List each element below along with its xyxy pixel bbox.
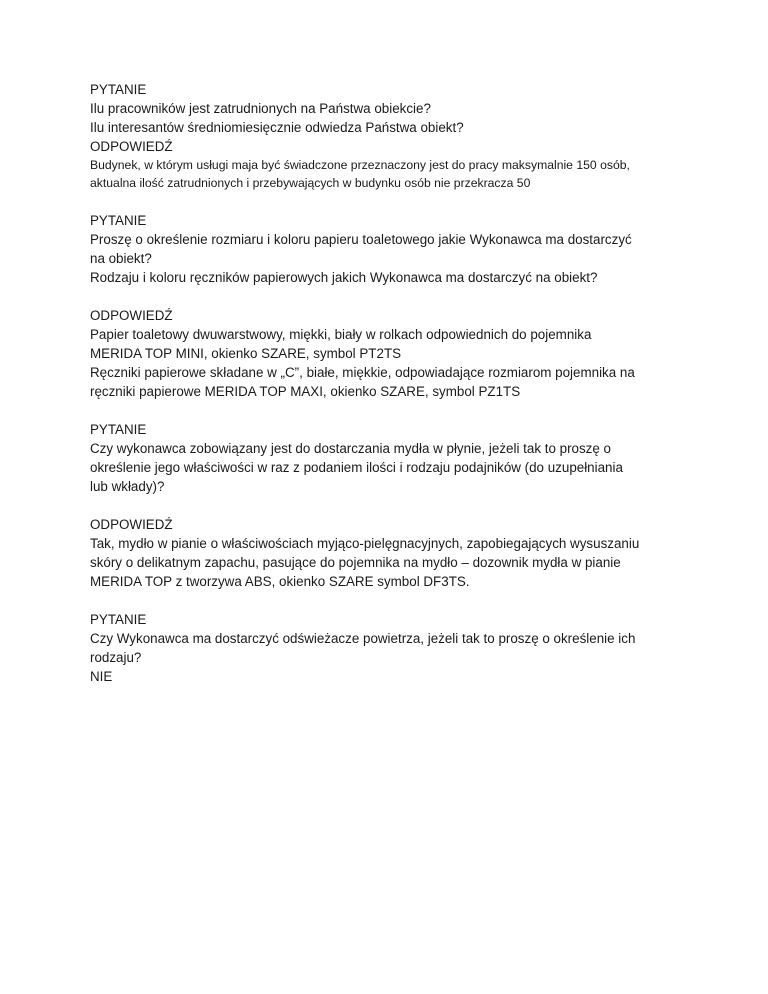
question-line: rodzaju? bbox=[90, 650, 142, 665]
question-line: Czy wykonawca zobowiązany jest do dostarczania mydła w płynie, jeżeli tak to proszę o bbox=[90, 441, 611, 456]
answer-2 bbox=[90, 306, 690, 401]
question-1 bbox=[90, 80, 690, 192]
answer-heading: ODPOWIEDŹ bbox=[90, 308, 173, 323]
answer-line: Ręczniki papierowe składane w „C”, białe, miękkie, odpowiadające rozmiarom pojemnika na bbox=[90, 365, 635, 380]
answer-line: aktualna ilość zatrudnionych i przebywających w budynku osób nie przekracza 50 bbox=[90, 176, 531, 190]
question-line: Ilu interesantów średniomiesięcznie odwiedza Państwa obiekt? bbox=[90, 120, 464, 135]
document-body bbox=[90, 80, 690, 686]
question-line: Ilu pracowników jest zatrudnionych na Państwa obiekcie? bbox=[90, 101, 431, 116]
answer-line: Tak, mydło w pianie o właściwościach myjąco-pielęgnacyjnych, zapobiegających wysuszaniu bbox=[90, 536, 640, 551]
question-line: Rodzaju i koloru ręczników papierowych jakich Wykonawca ma dostarczyć na obiekt? bbox=[90, 270, 598, 285]
answer-line: ręczniki papierowe MERIDA TOP MAXI, okienko SZARE, symbol PZ1TS bbox=[90, 384, 521, 399]
question-heading: PYTANIE bbox=[90, 82, 147, 97]
answer-heading: ODPOWIEDŹ bbox=[90, 139, 173, 154]
question-line: Czy Wykonawca ma dostarczyć odświeżacze powietrza, jeżeli tak to proszę o określenie ich bbox=[90, 631, 636, 646]
question-line: określenie jego właściwości w raz z podaniem ilości i rodzaju podajników (do uzupełniania bbox=[90, 460, 623, 475]
answer-line: MERIDA TOP z tworzywa ABS, okienko SZARE symbol DF3TS. bbox=[90, 574, 470, 589]
question-heading: PYTANIE bbox=[90, 213, 147, 228]
question-line: lub wkłady)? bbox=[90, 479, 165, 494]
question-3 bbox=[90, 420, 690, 496]
answer-line: skóry o delikatnym zapachu, pasujące do pojemnika na mydło – dozownik mydła w pianie bbox=[90, 555, 621, 570]
answer-line: MERIDA TOP MINI, okienko SZARE, symbol PT2TS bbox=[90, 346, 402, 361]
question-line: Proszę o określenie rozmiaru i koloru papieru toaletowego jakie Wykonawca ma dostarczyć bbox=[90, 232, 632, 247]
question-heading: PYTANIE bbox=[90, 422, 147, 437]
answer-3 bbox=[90, 515, 690, 591]
answer-line: Papier toaletowy dwuwarstwowy, miękki, biały w rolkach odpowiednich do pojemnika bbox=[90, 327, 592, 342]
answer-text: NIE bbox=[90, 669, 113, 684]
answer-heading: ODPOWIEDŹ bbox=[90, 517, 173, 532]
question-2 bbox=[90, 211, 690, 287]
question-line: na obiekt? bbox=[90, 251, 152, 266]
question-4 bbox=[90, 610, 690, 686]
question-heading: PYTANIE bbox=[90, 612, 147, 627]
answer-line: Budynek, w którym usługi maja być świadczone przeznaczony jest do pracy maksymalnie 150 osób, bbox=[90, 158, 630, 172]
